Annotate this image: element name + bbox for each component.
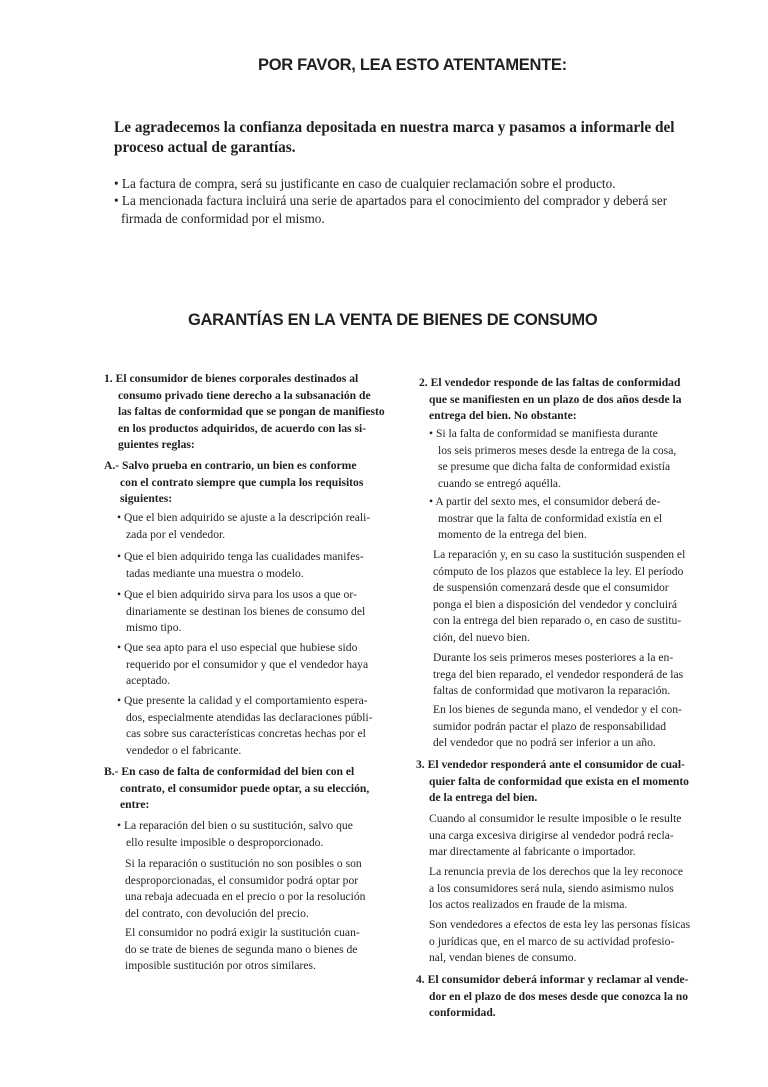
right-column-r5-line: del vendedor que no podrá ser inferior a un año. bbox=[433, 736, 656, 750]
right-column-p3-line: quier falta de conformidad que exista en el momento bbox=[429, 774, 689, 788]
left-column-a4-line: requerido por el consumidor y que el vendedor haya bbox=[126, 657, 369, 671]
right-column-r3-line: La reparación y, en su caso la sustitución suspenden el bbox=[433, 548, 686, 561]
right-column-r1-line: • Si la falta de conformidad se manifiesta durante bbox=[429, 427, 658, 440]
right-column-r7-line: a los consumidores será nula, siendo asimismo nulos bbox=[429, 881, 674, 895]
left-column-a5-line: vendedor o el fabricante. bbox=[126, 743, 242, 757]
right-column-r8-line: Son vendedores a efectos de esta ley las personas físicas bbox=[429, 918, 691, 931]
section-title: GARANTÍAS EN LA VENTA DE BIENES DE CONSUMO bbox=[188, 311, 598, 329]
left-column-a2-line: tadas mediante una muestra o modelo. bbox=[126, 566, 304, 580]
left-column-b2-line: una rebaja adecuada en el precio o por la resolución bbox=[125, 890, 366, 904]
right-column-r7-line: los actos realizados en fraude de la misma. bbox=[429, 898, 628, 912]
right-column-r2-line: mostrar que la falta de conformidad existía en el bbox=[438, 511, 663, 525]
right-column-r8-line: o jurídicas que, en el marco de su actividad profesio- bbox=[429, 934, 675, 948]
right-column-r3-line: ción, del nuevo bien. bbox=[433, 631, 530, 644]
right-column-r4-line: Durante los seis primeros meses posteriores a la en- bbox=[433, 651, 674, 664]
left-column-b1-line: ello resulte imposible o desproporcionado. bbox=[126, 835, 324, 849]
left-column-pA-line: A.- Salvo prueba en contrario, un bien es conforme bbox=[104, 459, 357, 472]
left-column-a5-line: cas sobre sus características concretas hechas por el bbox=[126, 727, 366, 741]
bullet-invoice-details: • La mencionada factura incluirá una serie de apartados para el conocimiento del comprador y deberá ser bbox=[114, 193, 668, 208]
left-column-pA-line: siguientes: bbox=[120, 492, 173, 506]
left-column-pB-line: contrato, el consumidor puede optar, a su elección, bbox=[120, 781, 370, 795]
right-column-p3-line: 3. El vendedor responderá ante el consumidor de cual- bbox=[416, 758, 685, 771]
left-column-a4-line: • Que sea apto para el uso especial que hubiese sido bbox=[117, 641, 358, 654]
left-column-p1-line: guientes reglas: bbox=[118, 438, 195, 452]
right-column-r3-line: con la entrega del bien reparado o, en caso de sustitu- bbox=[433, 614, 682, 628]
right-column-r5-line: sumidor podrán pactar el plazo de responsabilidad bbox=[433, 719, 667, 733]
right-column-p4-line: conformidad. bbox=[429, 1006, 496, 1020]
right-column-p4-line: dor en el plazo de dos meses desde que conozca la no bbox=[429, 989, 689, 1003]
left-column-a2-line: • Que el bien adquirido tenga las cualidades manifes- bbox=[117, 550, 364, 563]
bullet-invoice-details: firmada de conformidad por el mismo. bbox=[121, 211, 325, 226]
right-column-r8-line: nal, vendan bienes de consumo. bbox=[429, 951, 577, 965]
right-column-r7-line: La renuncia previa de los derechos que la ley reconoce bbox=[429, 865, 683, 878]
intro-line: Le agradecemos la confianza depositada en nuestra marca y pasamos a informarle del bbox=[114, 119, 675, 136]
left-column-a3-line: dinariamente se destinan los bienes de consumo del bbox=[126, 604, 366, 618]
left-column-p1-line: en los productos adquiridos, de acuerdo con las si- bbox=[118, 421, 367, 435]
right-column-p3-line: de la entrega del bien. bbox=[429, 791, 538, 805]
page-title: POR FAVOR, LEA ESTO ATENTAMENTE: bbox=[258, 56, 567, 74]
right-column-p2-line: entrega del bien. No obstante: bbox=[429, 409, 577, 423]
left-column-a3-line: • Que el bien adquirido sirva para los usos a que or- bbox=[117, 588, 357, 601]
right-column-p2-line: 2. El vendedor responde de las faltas de conformidad bbox=[419, 376, 681, 389]
right-column-p4-line: 4. El consumidor deberá informar y reclamar al vende- bbox=[416, 973, 689, 986]
left-column-b2-line: desproporcionadas, el consumidor podrá optar por bbox=[125, 873, 359, 887]
right-column-r3-line: de suspensión comenzará desde que el consumidor bbox=[433, 581, 669, 595]
left-column-pB-line: B.- En caso de falta de conformidad del bien con el bbox=[104, 765, 355, 778]
right-column-r3-line: ponga el bien a disposición del vendedor y concluirá bbox=[433, 597, 678, 611]
left-column-p1-line: las faltas de conformidad que se pongan de manifiesto bbox=[118, 405, 385, 419]
right-column-p2-line: que se manifiesten en un plazo de dos años desde la bbox=[429, 392, 682, 406]
left-column-b2-line: del contrato, con devolución del precio. bbox=[125, 906, 309, 920]
right-column-r6-line: Cuando al consumidor le resulte imposible o le resulte bbox=[429, 812, 682, 825]
right-column-r4-line: trega del bien reparado, el vendedor responderá de las bbox=[433, 667, 684, 681]
right-column-r3-line: cómputo de los plazos que establece la ley. El período bbox=[433, 564, 684, 578]
right-column-r5-line: En los bienes de segunda mano, el vendedor y el con- bbox=[433, 703, 682, 716]
left-column-b3-line: imposible sustitución por otros similares. bbox=[125, 959, 316, 973]
left-column-a5-line: • Que presente la calidad y el comportamiento espera- bbox=[117, 694, 368, 707]
right-column-r2-line: momento de la entrega del bien. bbox=[438, 528, 587, 542]
left-column-b3-line: do se trate de bienes de segunda mano o bienes de bbox=[125, 942, 358, 956]
left-column-pB-line: entre: bbox=[120, 798, 150, 812]
left-column-pA-line: con el contrato siempre que cumpla los requisitos bbox=[120, 475, 364, 489]
right-column-r6-line: mar directamente al fabricante o importador. bbox=[429, 845, 636, 859]
left-column-a5-line: dos, especialmente atendidas las declaraciones públi- bbox=[126, 710, 373, 724]
right-column-r1-line: se presume que dicha falta de conformidad existía bbox=[438, 460, 671, 474]
intro-line: proceso actual de garantías. bbox=[114, 139, 296, 156]
left-column-b3-line: El consumidor no podrá exigir la sustitución cuan- bbox=[125, 926, 360, 939]
bullet-invoice: • La factura de compra, será su justificante en caso de cualquier reclamación sobre el producto. bbox=[114, 176, 616, 191]
right-column-r6-line: una carga excesiva dirigirse al vendedor podrá recla- bbox=[429, 828, 674, 842]
left-column-b2-line: Si la reparación o sustitución no son posibles o son bbox=[125, 857, 362, 870]
left-column-a1-line: zada por el vendedor. bbox=[126, 527, 226, 541]
left-column-p1-line: consumo privado tiene derecho a la subsanación de bbox=[118, 388, 371, 402]
right-column-r2-line: • A partir del sexto mes, el consumidor deberá de- bbox=[429, 495, 661, 508]
right-column-r1-line: los seis primeros meses desde la entrega de la cosa, bbox=[438, 443, 677, 457]
right-column-r1-line: cuando se entregó aquélla. bbox=[438, 476, 561, 490]
left-column-a1-line: • Que el bien adquirido se ajuste a la descripción reali- bbox=[117, 511, 371, 524]
left-column-a3-line: mismo tipo. bbox=[126, 621, 182, 635]
left-column-b1-line: • La reparación del bien o su sustitución, salvo que bbox=[117, 819, 353, 832]
right-column-r4-line: faltas de conformidad que motivaron la reparación. bbox=[433, 684, 671, 698]
left-column-a4-line: aceptado. bbox=[126, 674, 171, 688]
left-column-p1-line: 1. El consumidor de bienes corporales destinados al bbox=[104, 372, 359, 385]
